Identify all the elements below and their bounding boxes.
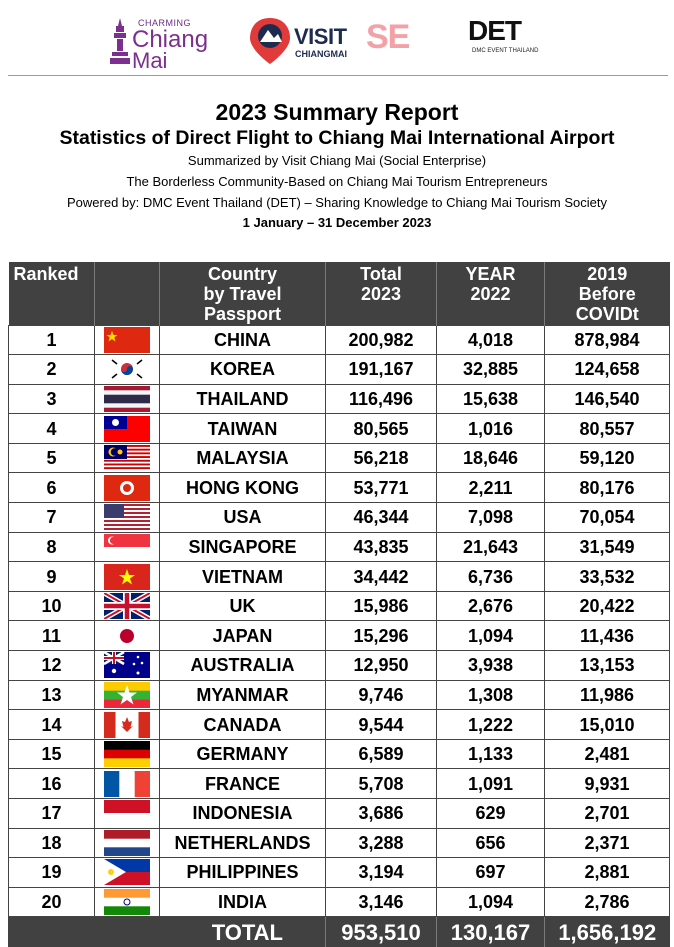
total-2023-cell: 116,496: [326, 384, 437, 414]
before-covid-cell: 2,786: [545, 887, 670, 917]
hong-kong-flag-icon: [104, 475, 150, 501]
table-row: [9, 799, 670, 829]
country-cell: CANADA: [160, 710, 326, 740]
flag-cell: [95, 887, 160, 917]
year-2022-cell: 629: [437, 799, 545, 829]
year-2022-cell: 15,638: [437, 384, 545, 414]
before-covid-cell: 878,984: [545, 325, 670, 355]
table-row: [9, 384, 670, 414]
before-covid-cell: 70,054: [545, 503, 670, 533]
det-logo: [468, 16, 548, 62]
rank-cell: 8: [9, 532, 95, 562]
table-row: [9, 562, 670, 592]
year-2022-cell: 6,736: [437, 562, 545, 592]
malaysia-flag-icon: [104, 445, 150, 471]
flight-statistics-table: [8, 262, 670, 947]
vietnam-flag-icon: [104, 564, 150, 590]
charming-label: CHARMING: [138, 18, 191, 28]
country-cell: NETHERLANDS: [160, 828, 326, 858]
rank-cell: 11: [9, 621, 95, 651]
canada-flag-icon: [104, 712, 150, 738]
table-row: [9, 680, 670, 710]
before-covid-cell: 146,540: [545, 384, 670, 414]
flag-cell: [95, 710, 160, 740]
total-2023-cell: 953,510: [326, 917, 437, 947]
report-header: [0, 98, 674, 233]
rank-cell: 4: [9, 414, 95, 444]
charming-chiang-mai-logo: [108, 14, 223, 73]
total-before-covid-cell: 1,656,192: [545, 917, 670, 947]
total-2023-cell: 12,950: [326, 651, 437, 681]
rank-cell: 7: [9, 503, 95, 533]
flag-cell: [95, 384, 160, 414]
mai-label: Mai: [132, 48, 168, 73]
table-row: [9, 739, 670, 769]
year-2022-cell: 2,211: [437, 473, 545, 503]
rank-cell: 12: [9, 651, 95, 681]
netherlands-flag-icon: [104, 830, 150, 856]
flag-cell: [95, 473, 160, 503]
header-year-2022: YEAR 2022: [437, 262, 545, 325]
country-cell: AUSTRALIA: [160, 651, 326, 681]
total-2023-cell: 46,344: [326, 503, 437, 533]
flag-cell: [95, 532, 160, 562]
flag-cell: [95, 651, 160, 681]
total-2022-cell: 130,167: [437, 917, 545, 947]
total-2023-cell: 9,544: [326, 710, 437, 740]
flag-cell: [95, 355, 160, 385]
rank-cell: 3: [9, 384, 95, 414]
community-line: The Borderless Community-Based on Chiang Mai Tourism Entrepreneurs: [126, 174, 548, 189]
chedi-icon: [110, 18, 130, 66]
before-covid-cell: 11,436: [545, 621, 670, 651]
country-cell: MYANMAR: [160, 680, 326, 710]
table-row: [9, 355, 670, 385]
table-row: [9, 532, 670, 562]
year-2022-cell: 2,676: [437, 591, 545, 621]
year-2022-cell: 1,091: [437, 769, 545, 799]
total-label: TOTAL: [9, 917, 326, 947]
flag-cell: [95, 739, 160, 769]
country-cell: TAIWAN: [160, 414, 326, 444]
india-flag-icon: [104, 889, 150, 915]
total-2023-cell: 3,146: [326, 887, 437, 917]
flag-cell: [95, 828, 160, 858]
country-cell: UK: [160, 591, 326, 621]
se-word: SE: [366, 18, 410, 56]
flag-cell: [95, 503, 160, 533]
before-covid-cell: 2,481: [545, 739, 670, 769]
thailand-flag-icon: [104, 386, 150, 412]
flag-cell: [95, 621, 160, 651]
before-covid-cell: 2,881: [545, 858, 670, 888]
total-row: [9, 917, 670, 947]
year-2022-cell: 7,098: [437, 503, 545, 533]
country-cell: CHINA: [160, 325, 326, 355]
table-row: [9, 887, 670, 917]
before-covid-cell: 15,010: [545, 710, 670, 740]
report-subtitle: Statistics of Direct Flight to Chiang Mai International Airport: [59, 127, 615, 149]
before-covid-cell: 20,422: [545, 591, 670, 621]
flag-cell: [95, 562, 160, 592]
total-2023-cell: 80,565: [326, 414, 437, 444]
total-2023-cell: 15,986: [326, 591, 437, 621]
rank-cell: 10: [9, 591, 95, 621]
rank-cell: 9: [9, 562, 95, 592]
visit-word: VISIT: [294, 24, 347, 49]
rank-cell: 20: [9, 887, 95, 917]
rank-cell: 13: [9, 680, 95, 710]
country-cell: KOREA: [160, 355, 326, 385]
year-2022-cell: 1,308: [437, 680, 545, 710]
china-flag-icon: [104, 327, 150, 353]
total-2023-cell: 5,708: [326, 769, 437, 799]
chiang-label: Chiang: [132, 26, 209, 53]
taiwan-flag-icon: [104, 416, 150, 442]
map-pin-icon: [248, 16, 292, 66]
before-covid-cell: 59,120: [545, 443, 670, 473]
total-2023-cell: 3,194: [326, 858, 437, 888]
rank-cell: 1: [9, 325, 95, 355]
total-2023-cell: 3,686: [326, 799, 437, 829]
total-2023-cell: 15,296: [326, 621, 437, 651]
indonesia-flag-icon: [104, 800, 150, 826]
table-row: [9, 325, 670, 355]
country-cell: THAILAND: [160, 384, 326, 414]
date-range: 1 January – 31 December 2023: [242, 215, 432, 230]
rank-cell: 14: [9, 710, 95, 740]
before-covid-cell: 33,532: [545, 562, 670, 592]
rank-cell: 17: [9, 799, 95, 829]
logo-bar: [0, 0, 674, 74]
total-2023-cell: 191,167: [326, 355, 437, 385]
table-row: [9, 858, 670, 888]
table-row: [9, 473, 670, 503]
flag-cell: [95, 414, 160, 444]
country-cell: JAPAN: [160, 621, 326, 651]
total-2023-cell: 200,982: [326, 325, 437, 355]
before-covid-cell: 80,557: [545, 414, 670, 444]
total-2023-cell: 3,288: [326, 828, 437, 858]
year-2022-cell: 697: [437, 858, 545, 888]
country-cell: PHILIPPINES: [160, 858, 326, 888]
rank-cell: 18: [9, 828, 95, 858]
rank-cell: 15: [9, 739, 95, 769]
header-ranked: Ranked: [9, 262, 95, 325]
year-2022-cell: 1,133: [437, 739, 545, 769]
country-cell: HONG KONG: [160, 473, 326, 503]
visit-chiangmai-se-logo: [248, 14, 420, 68]
before-covid-cell: 2,371: [545, 828, 670, 858]
flag-cell: [95, 591, 160, 621]
france-flag-icon: [104, 771, 150, 797]
table-row: [9, 828, 670, 858]
flag-cell: [95, 799, 160, 829]
header-divider: [8, 75, 668, 76]
before-covid-cell: 31,549: [545, 532, 670, 562]
japan-flag-icon: [104, 623, 150, 649]
table-row: [9, 503, 670, 533]
rank-cell: 5: [9, 443, 95, 473]
year-2022-cell: 1,222: [437, 710, 545, 740]
before-covid-cell: 124,658: [545, 355, 670, 385]
total-2023-cell: 6,589: [326, 739, 437, 769]
total-2023-cell: 43,835: [326, 532, 437, 562]
total-2023-cell: 56,218: [326, 443, 437, 473]
total-2023-cell: 9,746: [326, 680, 437, 710]
summarized-by-line: Summarized by Visit Chiang Mai (Social Enterprise): [187, 153, 487, 168]
rank-cell: 19: [9, 858, 95, 888]
header-flag: [95, 262, 160, 325]
korea-flag-icon: [104, 356, 150, 382]
year-2022-cell: 1,016: [437, 414, 545, 444]
before-covid-cell: 80,176: [545, 473, 670, 503]
rank-cell: 6: [9, 473, 95, 503]
country-cell: SINGAPORE: [160, 532, 326, 562]
australia-flag-icon: [104, 652, 150, 678]
year-2022-cell: 1,094: [437, 887, 545, 917]
uk-flag-icon: [104, 593, 150, 619]
rank-cell: 2: [9, 355, 95, 385]
flag-cell: [95, 769, 160, 799]
flag-cell: [95, 680, 160, 710]
year-2022-cell: 4,018: [437, 325, 545, 355]
singapore-flag-icon: [104, 534, 150, 560]
year-2022-cell: 18,646: [437, 443, 545, 473]
total-2023-cell: 53,771: [326, 473, 437, 503]
year-2022-cell: 3,938: [437, 651, 545, 681]
year-2022-cell: 1,094: [437, 621, 545, 651]
flag-cell: [95, 443, 160, 473]
powered-by-line: Powered by: DMC Event Thailand (DET) – Sharing Knowledge to Chiang Mai Tourism Society: [67, 195, 607, 210]
before-covid-cell: 9,931: [545, 769, 670, 799]
det-word: DET: [468, 15, 521, 46]
total-2023-cell: 34,442: [326, 562, 437, 592]
myanmar-flag-icon: [104, 682, 150, 708]
flag-cell: [95, 858, 160, 888]
before-covid-cell: 2,701: [545, 799, 670, 829]
country-cell: VIETNAM: [160, 562, 326, 592]
table-row: [9, 621, 670, 651]
report-title: 2023 Summary Report: [215, 99, 459, 125]
before-covid-cell: 13,153: [545, 651, 670, 681]
country-cell: GERMANY: [160, 739, 326, 769]
flag-cell: [95, 325, 160, 355]
table-row: [9, 769, 670, 799]
table-row: [9, 710, 670, 740]
chiangmai-word: CHIANGMAI: [295, 49, 347, 59]
year-2022-cell: 32,885: [437, 355, 545, 385]
country-cell: INDIA: [160, 887, 326, 917]
country-cell: MALAYSIA: [160, 443, 326, 473]
country-cell: USA: [160, 503, 326, 533]
rank-cell: 16: [9, 769, 95, 799]
country-cell: INDONESIA: [160, 799, 326, 829]
header-country: Country by Travel Passport: [160, 262, 326, 325]
header-before-covid: 2019 Before COVIDt: [545, 262, 670, 325]
table-row: [9, 651, 670, 681]
year-2022-cell: 656: [437, 828, 545, 858]
germany-flag-icon: [104, 741, 150, 767]
table-header-row: [9, 262, 670, 325]
usa-flag-icon: [104, 504, 150, 530]
table-row: [9, 591, 670, 621]
det-subtitle: DMC EVENT THAILAND: [472, 48, 539, 54]
header-total-2023: Total 2023: [326, 262, 437, 325]
before-covid-cell: 11,986: [545, 680, 670, 710]
table-row: [9, 414, 670, 444]
country-cell: FRANCE: [160, 769, 326, 799]
philippines-flag-icon: [104, 859, 150, 885]
year-2022-cell: 21,643: [437, 532, 545, 562]
table-row: [9, 443, 670, 473]
